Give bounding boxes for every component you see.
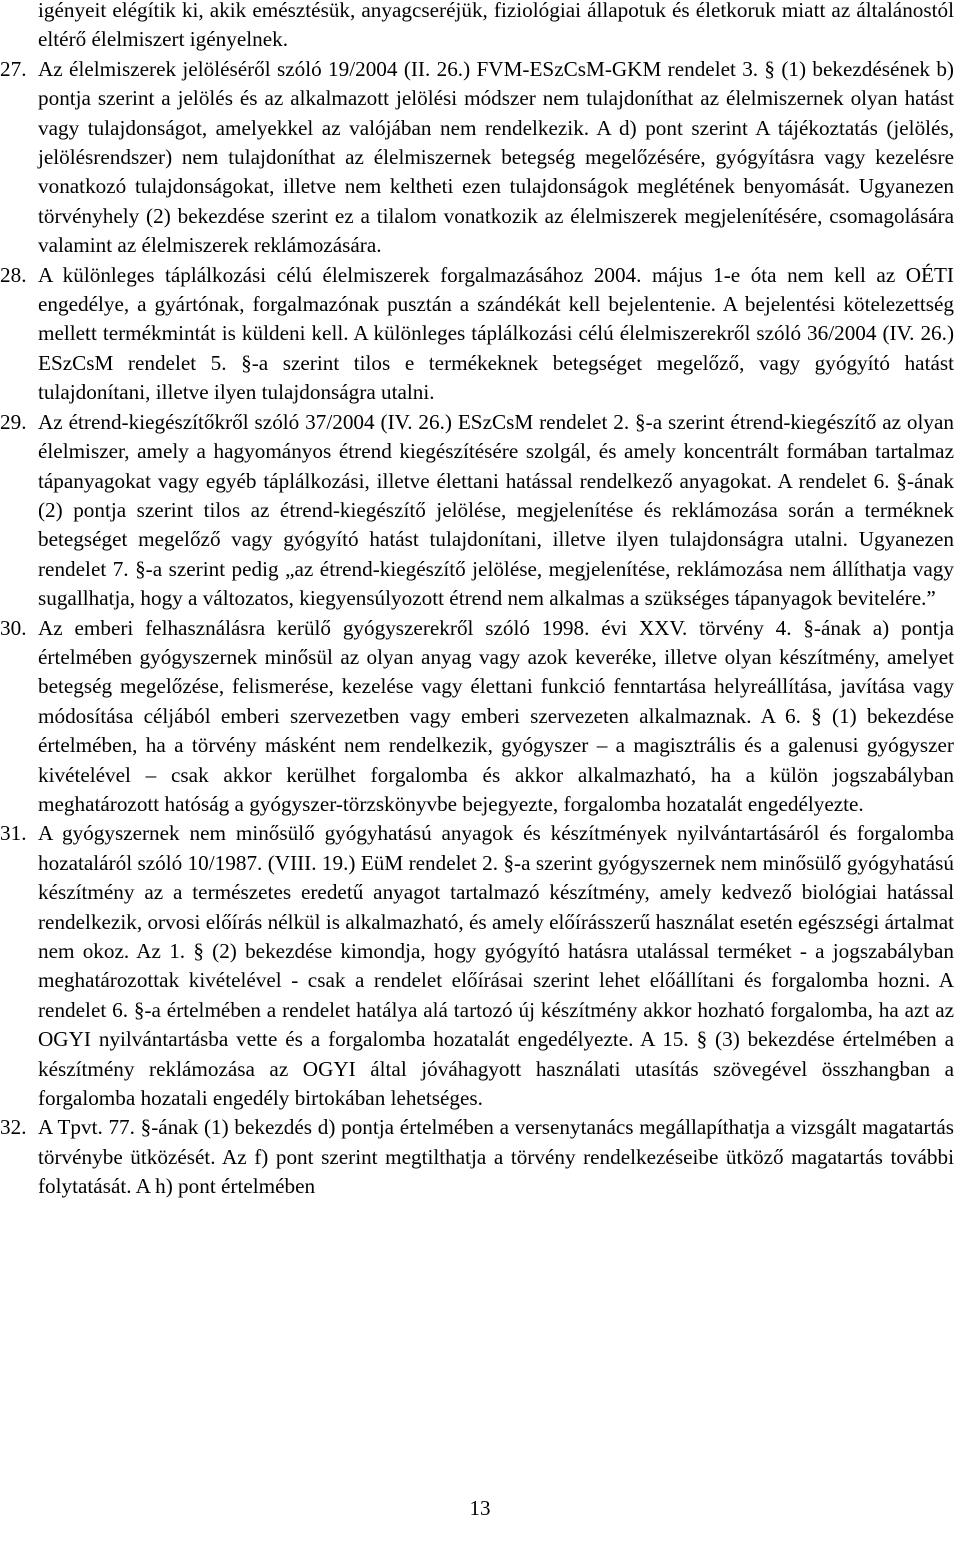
numbered-paragraph-27: [0, 55, 960, 261]
paragraph-number: 31.: [0, 821, 27, 846]
page-number: 13: [469, 1496, 491, 1520]
numbered-paragraph-29: [0, 408, 960, 614]
paragraph-number: 28.: [0, 262, 27, 287]
paragraph-number: 30.: [0, 615, 27, 640]
paragraph-text: igényeit elégítik ki, akik emésztésük, anyagcseréjük, fiziológiai állapotuk és életkoruk miatt az általánostól eltérő élelmiszert igényelnek.: [38, 0, 954, 52]
paragraph-text: A gyógyszernek nem minősülő gyógyhatású anyagok és készítmények nyilvántartásáról és forgalomba hozataláról szóló 10/1987. (VIII. 19.) EüM rendelet 2. §-a szerint gyógyszernek nem minősülő gyógyhatású készítmény az a természetes eredetű anyagot tartalmazó készítmény, amely kedvező biológiai hatással rendelkezik, orvosi előírás nélkül is alkalmazható, és amely előírásszerű használat esetén egészségi ártalmat nem okoz. Az 1. § (2) bekezdése kimondja, hogy gyógyító hatásra utalással terméket - a jogszabályban meghatározottak kivételével - csak a rendelet előírásai szerint lehet előállítani és forgalomba hozni. A rendelet 6. §-a értelmében a rendelet hatálya alá tartozó új készítmény akkor hozható forgalomba, ha azt az OGYI nyilvántartásba vette és a forgalomba hozatalát engedélyezte. A 15. § (3) bekezdése értelmében a készítmény reklámozása az OGYI által jóváhagyott használati utasítás szövegével összhangban a forgalomba hozatali engedély birtokában lehetséges.: [38, 821, 954, 1111]
paragraph-text: A Tpvt. 77. §-ának (1) bekezdés d) pontja értelmében a versenytanács megállapíthatja a vizsgált magatartás törvénybe ütközését. Az f) pont szerint megtilthatja a törvény rendelkezéseibe ütköző magatartás további folytatását. A h) pont értelmében: [38, 1115, 954, 1199]
paragraph-number: 29.: [0, 409, 27, 434]
paragraph-text: Az emberi felhasználásra kerülő gyógyszerekről szóló 1998. évi XXV. törvény 4. §-ának a) pontja értelmében gyógyszernek minősül az olyan anyag vagy azok keveréke, illetve olyan készítmény, amelyet betegség megelőzése, felismerése, kezelése vagy élettani funkció fenntartása helyreállítása, javítása vagy módosítása céljából emberi szervezetben vagy emberi szervezeten alkalmaznak. A 6. § (1) bekezdése értelmében, ha a törvény másként nem rendelkezik, gyógyszer – a magisztrális és a galenusi gyógyszer kivételével – csak akkor kerülhet forgalomba és akkor alkalmazható, ha a külön jogszabályban meghatározott hatóság a gyógyszer-törzskönyvbe bejegyezte, forgalomba hozatalát engedélyezte.: [38, 615, 954, 816]
paragraph-number: 27.: [0, 56, 27, 81]
numbered-paragraph-31: [0, 819, 960, 1113]
paragraph-number: 32.: [0, 1115, 27, 1140]
numbered-paragraph-32: [0, 1113, 960, 1201]
numbered-paragraph-28: [0, 261, 960, 408]
paragraph-continuation: [0, 0, 960, 55]
paragraph-text: Az étrend-kiegészítőkről szóló 37/2004 (IV. 26.) ESzCsM rendelet 2. §-a szerint étrend-kiegészítő az olyan élelmiszer, amely a hagyományos étrend kiegészítésére szolgál, és amely koncentrált formában tartalmaz tápanyagokat vagy egyéb táplálkozási, illetve élettani hatással rendelkező anyagokat. A rendelet 6. §-ának (2) pontja szerint tilos az étrend-kiegészítő jelölése, megjelenítése és reklámozása során a terméknek betegséget megelőző vagy gyógyító hatást tulajdonítani, illetve ilyen tulajdonságra utalni. Ugyanezen rendelet 7. §-a szerint pedig „az étrend-kiegészítő jelölése, megjelenítése, reklámozása nem állíthatja vagy sugallhatja, hogy a változatos, kiegyensúlyozott étrend nem alkalmas a szükséges tápanyagok bevitelére.”: [38, 409, 954, 611]
paragraph-text: A különleges táplálkozási célú élelmiszerek forgalmazásához 2004. május 1-e óta nem kell az OÉTI engedélye, a gyártónak, forgalmazónak pusztán a szándékát kell bejelentenie. A bejelentési kötelezettség mellett termékmintát is küldeni kell. A különleges táplálkozási célú élelmiszerekről szóló 36/2004 (IV. 26.) ESzCsM rendelet 5. §-a szerint tilos e termékeknek betegséget megelőző, vagy gyógyító hatást tulajdonítani, illetve ilyen tulajdonságra utalni.: [38, 262, 954, 405]
paragraph-text: Az élelmiszerek jelöléséről szóló 19/2004 (II. 26.) FVM-ESzCsM-GKM rendelet 3. § (1) bekezdésének b) pontja szerint a jelölés és az alkalmazott jelölési módszer nem tulajdoníthat az élelmiszernek olyan hatást vagy tulajdonságot, amelyekkel az valójában nem rendelkezik. A d) pont szerint A tájékoztatás (jelölés, jelölésrendszer) nem tulajdoníthat az élelmiszernek betegség megelőzésére, gyógyításra vagy kezelésre vonatkozó tulajdonságokat, illetve nem keltheti ezen tulajdonságok meglétének benyomását. Ugyanezen törvényhely (2) bekezdése szerint ez a tilalom vonatkozik az élelmiszerek megjelenítésére, csomagolására valamint az élelmiszerek reklámozására.: [38, 56, 954, 258]
numbered-paragraph-30: [0, 614, 960, 820]
